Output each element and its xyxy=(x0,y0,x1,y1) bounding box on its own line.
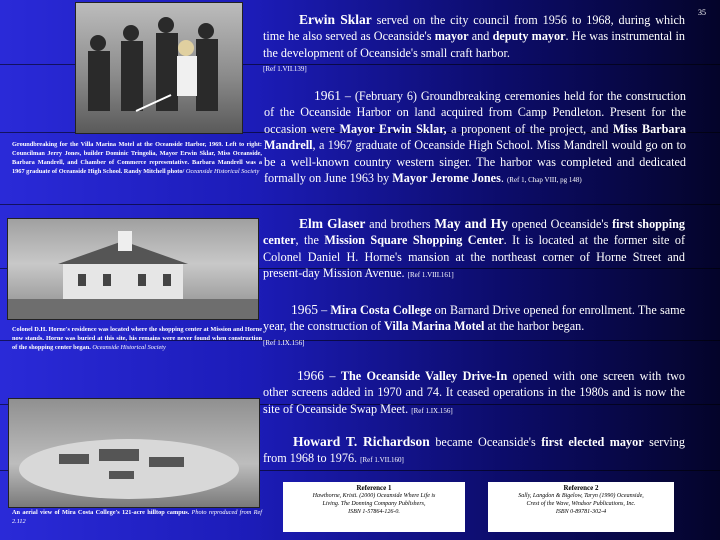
caption-credit: Oceanside Historical Society xyxy=(92,344,166,351)
highlight: first shopping center xyxy=(263,217,685,248)
photo-caption-groundbreaking xyxy=(12,140,262,176)
horne-residence-photo xyxy=(7,218,259,320)
erwin-sklar-paragraph xyxy=(263,12,685,78)
person-name: Howard T. Richardson xyxy=(293,434,430,449)
person-name: Elm Glaser xyxy=(299,216,366,231)
reference-note: [Ref 1.IX.156] xyxy=(263,338,305,347)
house-illustration xyxy=(8,219,258,319)
body-text: on Barnard Drive opened for enrollment. The same year, the construction of xyxy=(263,303,686,334)
body-text: a proponent of the project, and xyxy=(446,121,613,136)
highlight: Mayor Erwin Sklar, xyxy=(339,121,447,136)
body-text: . It is located at the former site of Colonel Daniel H. Horne's mansion at the northeast corner of Horne Street and present-day Mission Avenue. xyxy=(263,233,685,281)
reference-note: [Ref 1.VIII.161] xyxy=(407,271,454,280)
photo-caption-mira-costa xyxy=(12,508,262,526)
caption-credit: Photo reproduced from Ref 2.112 xyxy=(12,509,262,525)
reference-line: ISBN 0-89781-302-4 xyxy=(555,509,607,515)
caption-text: Groundbreaking for the Villa Marina Motel at the Oceanside Harbor, 1969. Left to right: Councilman Jerry Jones, builder Dominic Tringolia, Mayor Erwin Sklar, Miss Oceanside, Barbara Mandrell, and Chamber of Commerce representative. Barbara Mandrell was a 1967 graduate of Oceanside High School. Randy Mitchell photo/ xyxy=(12,141,262,175)
reference-line: Living. The Donning Company Publishers, xyxy=(322,501,426,507)
drive-in-1966-paragraph xyxy=(263,368,685,419)
person-name: Erwin Sklar xyxy=(299,12,372,27)
body-text: – xyxy=(324,369,341,383)
people-illustration xyxy=(76,3,242,133)
reference-line: Crest of the Wave, Windsor Publications, Inc. xyxy=(526,501,636,507)
page-number: 35 xyxy=(698,8,706,17)
reference-note: [Ref 1.VII.160] xyxy=(360,456,404,465)
highlight: Mission Square Shopping Center xyxy=(324,233,504,248)
highlight: mayor xyxy=(434,29,469,44)
reference-line: Sally, Langdon & Bigelow, Taryn (1990) Oceanside, xyxy=(518,493,644,499)
body-text: served on the city council from 1956 to 1968, during which time he also served as Oceanside's xyxy=(263,13,686,44)
year: 1965 xyxy=(291,302,318,317)
reference-title: Reference 2 xyxy=(563,484,599,492)
reference-note: [Ref 1.IX.156] xyxy=(411,406,453,415)
groundbreaking-photo xyxy=(75,2,243,134)
body-text: at the harbor began. xyxy=(484,319,585,334)
richardson-paragraph xyxy=(263,434,685,469)
photo-caption-horne xyxy=(12,325,262,352)
body-text: and xyxy=(468,29,493,44)
reference-box-2 xyxy=(488,482,674,532)
reference-note: [Ref 1.VII.139] xyxy=(263,65,307,74)
body-text: , the xyxy=(295,233,325,248)
body-text: , a 1967 graduate of Oceanside High School. Miss Mandrell would go on to be a well-known country western singer. The harbor was completed and dedicated formally on June 1963 by xyxy=(264,138,686,186)
highlight: first elected mayor xyxy=(541,435,644,449)
reference-box-1 xyxy=(283,482,465,532)
mira-costa-1965-paragraph xyxy=(263,302,685,351)
body-text: . He was instrumental in the development of Oceanside's small craft harbor. xyxy=(263,29,685,60)
body-text: opened with one screen with two other screens added in 1970 and 74. It ceased operations in the 1980s and is now the site of Oceanside Swap Meet. xyxy=(263,369,686,416)
reference-line: Hawthorne, Kristi. (2000) Oceanside Where Life is xyxy=(312,493,436,499)
person-name: May and Hy xyxy=(434,216,508,231)
reference-note: (Ref 1, Chap VIII, pg 148) xyxy=(506,176,582,185)
highlight: deputy mayor xyxy=(492,29,566,44)
caption-text: An aerial view of Mira Costa College's 121-acre hilltop campus. xyxy=(12,509,190,516)
highlight: Miss Barbara Mandrell xyxy=(264,121,686,153)
body-text: and brothers xyxy=(365,217,435,231)
campus-illustration xyxy=(9,399,259,507)
caption-text: Colonel D.H. Horne's residence was located where the shopping center at Mission and Horne now stands. Horne was buried at this site, his remains were never found when construction of the shopping center began. xyxy=(12,326,262,351)
reference-title: Reference 1 xyxy=(356,484,392,492)
year: 1966 xyxy=(297,368,324,383)
body-text: – (February 6) Groundbreaking ceremonies held for the construction of the Oceanside Harbor on land acquired from Camp Pendleton. Present for the occasion were xyxy=(264,89,686,136)
highlight: Mira Costa College xyxy=(330,303,432,317)
highlight: The Oceanside Valley Drive-In xyxy=(340,369,508,383)
caption-credit: Oceanside Historical Society xyxy=(185,168,260,175)
harbor-1961-paragraph xyxy=(264,88,686,188)
body-text: became Oceanside's xyxy=(429,435,542,449)
year: 1961 xyxy=(314,88,341,103)
highlight: Mayor Jerome Jones xyxy=(392,171,501,186)
body-text: opened Oceanside's xyxy=(507,217,613,231)
reference-line: ISBN 1-57864-126-0. xyxy=(348,509,400,515)
highlight: Villa Marina Motel xyxy=(384,319,485,334)
body-text: . xyxy=(500,171,507,186)
mira-costa-aerial-photo xyxy=(8,398,260,508)
shopping-center-paragraph xyxy=(263,216,685,284)
body-text: – xyxy=(318,303,331,317)
body-text: serving from 1968 to 1976. xyxy=(263,435,685,466)
